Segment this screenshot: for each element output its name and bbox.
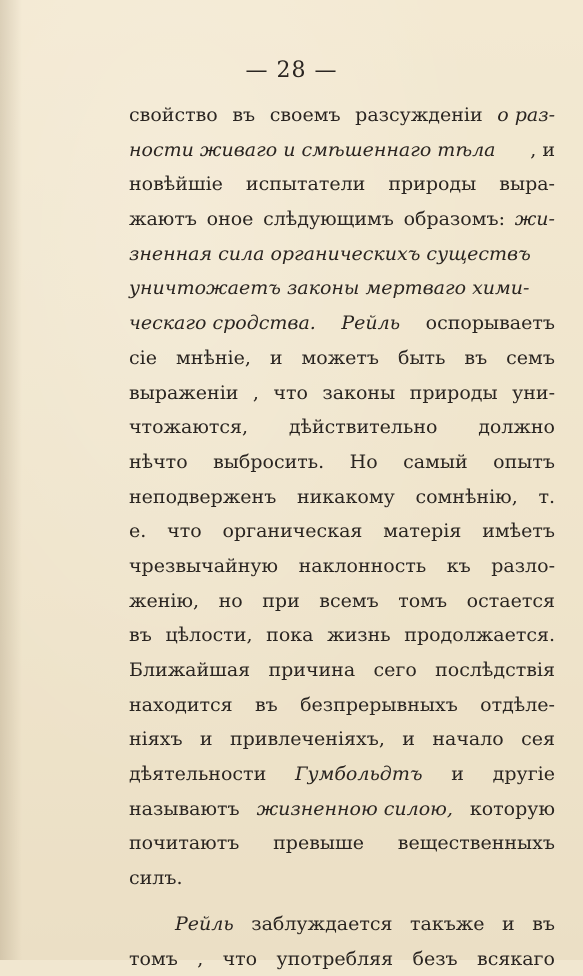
word: своемъ bbox=[270, 98, 341, 133]
text-line bbox=[129, 792, 555, 827]
word: цѣлости, bbox=[165, 618, 252, 653]
word: безъ bbox=[413, 942, 458, 976]
text-line bbox=[129, 237, 555, 272]
page-gutter-shadow bbox=[0, 0, 22, 960]
italic-word: Рейль bbox=[175, 907, 234, 942]
italic-word: ческаго сродства. bbox=[129, 306, 316, 341]
word: силъ. bbox=[129, 861, 183, 896]
word: которую bbox=[470, 792, 555, 827]
word: ніяхъ bbox=[129, 722, 183, 757]
word: причина bbox=[268, 653, 355, 688]
word: и bbox=[270, 341, 283, 376]
word: т. bbox=[538, 480, 555, 515]
text-line bbox=[129, 202, 555, 237]
word: дѣйствительно bbox=[289, 410, 438, 445]
word: новѣйшіе bbox=[129, 167, 223, 202]
text-line bbox=[129, 653, 555, 688]
word: образомъ: bbox=[404, 202, 505, 237]
paragraph bbox=[129, 907, 555, 976]
word: природы bbox=[388, 167, 476, 202]
word: чрезвычайную bbox=[129, 549, 278, 584]
word: въ bbox=[232, 98, 255, 133]
text-line bbox=[129, 167, 555, 202]
word: быть bbox=[398, 341, 445, 376]
word: можетъ bbox=[301, 341, 379, 376]
word: , bbox=[253, 376, 259, 411]
word: разсужденіи bbox=[355, 98, 483, 133]
word: дѣятельности bbox=[129, 757, 266, 792]
text-line bbox=[129, 722, 555, 757]
paragraph-gap bbox=[129, 896, 555, 907]
word: такъже bbox=[410, 907, 485, 942]
text-line bbox=[129, 549, 555, 584]
text-line bbox=[129, 826, 555, 861]
word: испытатели bbox=[246, 167, 365, 202]
word: что bbox=[273, 376, 308, 411]
word: томъ bbox=[129, 942, 178, 976]
text-line bbox=[129, 376, 555, 411]
word: начало bbox=[432, 722, 503, 757]
word: что bbox=[223, 942, 258, 976]
word: Но bbox=[350, 445, 378, 480]
word: чтожаются, bbox=[129, 410, 248, 445]
word: и bbox=[502, 907, 515, 942]
word: разло- bbox=[491, 549, 555, 584]
text-line bbox=[129, 306, 555, 341]
word: неподверженъ bbox=[129, 480, 276, 515]
word: никакому bbox=[297, 480, 395, 515]
text-line bbox=[129, 942, 555, 976]
word: что bbox=[167, 514, 202, 549]
word: находится bbox=[129, 688, 233, 723]
word: жизнь bbox=[327, 618, 391, 653]
text-line bbox=[129, 688, 555, 723]
word: почитаютъ bbox=[129, 826, 239, 861]
text-line bbox=[129, 341, 555, 376]
word: другіе bbox=[493, 757, 555, 792]
italic-word: жизненною силою, bbox=[257, 792, 453, 827]
word: сомнѣнію, bbox=[415, 480, 517, 515]
word: е. bbox=[129, 514, 146, 549]
paragraph bbox=[129, 98, 555, 896]
word: въ bbox=[464, 341, 487, 376]
word: всякаго bbox=[477, 942, 555, 976]
italic-word: Гумбольдтъ bbox=[295, 757, 423, 792]
word: послѣдствія bbox=[435, 653, 555, 688]
italic-word: ности живаго и смѣшеннаго тѣла bbox=[129, 133, 496, 168]
word: мнѣніе, bbox=[176, 341, 251, 376]
word: опытъ bbox=[493, 445, 555, 480]
text-line bbox=[129, 584, 555, 619]
word: томъ bbox=[398, 584, 447, 619]
word: выбросить. bbox=[213, 445, 324, 480]
word: всемъ bbox=[319, 584, 378, 619]
word: отдѣле- bbox=[480, 688, 555, 723]
italic-word: уничтожаетъ законы мертваго хими- bbox=[129, 271, 529, 306]
italic-word: жи- bbox=[515, 202, 555, 237]
word: къ bbox=[447, 549, 471, 584]
word: вещественныхъ bbox=[398, 826, 555, 861]
italic-word: Рейль bbox=[341, 306, 400, 341]
text-line bbox=[129, 133, 555, 168]
word: оспорываетъ bbox=[426, 306, 555, 341]
word: въ bbox=[255, 688, 278, 723]
text-line bbox=[129, 271, 555, 306]
word: должно bbox=[478, 410, 555, 445]
word: жаютъ bbox=[129, 202, 197, 237]
word: заблуждается bbox=[251, 907, 392, 942]
word: и bbox=[402, 722, 415, 757]
word: превыше bbox=[273, 826, 364, 861]
word: остается bbox=[467, 584, 555, 619]
word: органическая bbox=[223, 514, 363, 549]
word: семъ bbox=[506, 341, 555, 376]
word: нѣчто bbox=[129, 445, 188, 480]
word: матерія bbox=[383, 514, 461, 549]
word: въ bbox=[129, 618, 152, 653]
word: сего bbox=[374, 653, 417, 688]
word: Ближайшая bbox=[129, 653, 250, 688]
word: привлеченіяхъ, bbox=[230, 722, 385, 757]
word: свойство bbox=[129, 98, 218, 133]
word: имѣетъ bbox=[482, 514, 555, 549]
word: самый bbox=[403, 445, 468, 480]
word: и bbox=[451, 757, 464, 792]
word: женію, bbox=[129, 584, 199, 619]
word: при bbox=[262, 584, 300, 619]
word: слѣдующимъ bbox=[263, 202, 394, 237]
word: уни- bbox=[512, 376, 555, 411]
word: , и bbox=[530, 133, 555, 168]
word: оное bbox=[207, 202, 254, 237]
word: сея bbox=[521, 722, 555, 757]
word: называютъ bbox=[129, 792, 240, 827]
word: сіе bbox=[129, 341, 157, 376]
word: но bbox=[219, 584, 243, 619]
word: безпрерывныхъ bbox=[300, 688, 458, 723]
word: и bbox=[200, 722, 213, 757]
text-line bbox=[129, 618, 555, 653]
text-line bbox=[129, 514, 555, 549]
text-line bbox=[129, 410, 555, 445]
word: употребляя bbox=[276, 942, 393, 976]
text-line bbox=[129, 480, 555, 515]
body-text bbox=[129, 98, 555, 976]
word: продолжается. bbox=[404, 618, 555, 653]
word: выраженіи bbox=[129, 376, 238, 411]
italic-word: о раз- bbox=[497, 98, 555, 133]
italic-word: зненная сила органическихъ существъ bbox=[129, 237, 531, 272]
word: въ bbox=[532, 907, 555, 942]
word: , bbox=[197, 942, 203, 976]
text-line bbox=[129, 757, 555, 792]
page-number: — 28 — bbox=[0, 58, 583, 83]
word: пока bbox=[266, 618, 313, 653]
text-line bbox=[129, 907, 555, 942]
text-line bbox=[129, 861, 555, 896]
word: законы bbox=[322, 376, 395, 411]
text-line bbox=[129, 98, 555, 133]
word: выра- bbox=[499, 167, 555, 202]
word: наклонность bbox=[299, 549, 427, 584]
word: природы bbox=[410, 376, 498, 411]
text-line bbox=[129, 445, 555, 480]
